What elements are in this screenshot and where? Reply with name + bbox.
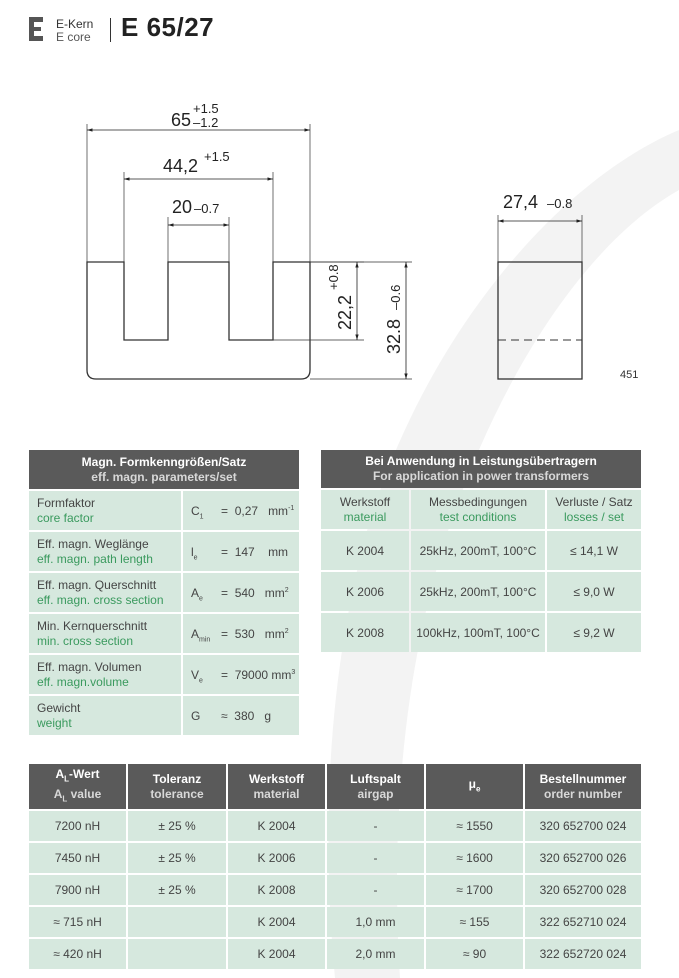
col-head-material: Werkstoff material (228, 764, 325, 809)
param-label-de: Eff. magn. Weglänge (37, 536, 149, 551)
ordering-table (27, 762, 643, 971)
table-row (29, 939, 641, 969)
core-type-de: E-Kern (56, 17, 94, 31)
col-head-losses: Verluste / Satz losses / set (547, 490, 641, 529)
col-head-order-number: Bestellnummer order number (525, 764, 641, 809)
cell-tolerance (128, 939, 226, 969)
dim-width-main-value: 65 (171, 110, 192, 130)
param-value: = 79000 $mm^3$ (221, 668, 296, 682)
app-table-header (321, 450, 641, 488)
param-table-header (29, 450, 299, 489)
table-row (321, 613, 641, 652)
cell-al: ≈ 420 nH (29, 939, 126, 969)
cell-tolerance: ± 25 % (128, 811, 226, 841)
col-head-al-value: $A_L$-Wert $A_L$ value (29, 764, 126, 809)
param-label-en: eff. magn. cross section (37, 592, 164, 607)
dim-depth-value: 27,4 (503, 192, 539, 212)
cell-mu: ≈ 90 (426, 939, 523, 969)
cell-material: K 2004 (228, 907, 325, 937)
param-header-de: Magn. Formkenngrößen/Satz (81, 454, 247, 469)
core-dimension-drawing (0, 0, 679, 440)
param-value: ≈ 380 g (221, 709, 271, 723)
table-row (29, 907, 641, 937)
page-title: E 65/27 (121, 12, 215, 42)
cell-order-number: 322 652720 024 (525, 939, 641, 969)
param-symbol: $C_1$ (191, 504, 204, 521)
cell-airgap: 2,0 mm (327, 939, 424, 969)
param-value: = 530 $mm^2$ (221, 627, 289, 641)
col-head-permeability: $\mu_e$ (426, 764, 523, 809)
dim-width-center-value: 20 (172, 197, 193, 217)
cell-material: K 2004 (228, 811, 325, 841)
cell-order-number: 320 652700 026 (525, 843, 641, 873)
cell-airgap: - (327, 875, 424, 905)
cell-material: K 2006 (228, 843, 325, 873)
cell-airgap: - (327, 843, 424, 873)
param-label-en: eff. magn. path length (37, 551, 153, 566)
core-side-view (498, 262, 582, 379)
table-row (29, 655, 299, 694)
param-value: = 540 $mm^2$ (221, 586, 289, 600)
cell-mu: ≈ 1600 (426, 843, 523, 873)
app-header-de: Bei Anwendung in Leistungsübertragern (365, 454, 597, 468)
param-value: = 0,27 $mm^{-1}$ (221, 504, 295, 518)
table-row (29, 875, 641, 905)
table-row (29, 843, 641, 873)
dim-width-main-tol-minus: –1.2 (193, 115, 219, 130)
cell-material: K 2004 (321, 531, 409, 570)
cell-material: K 2008 (321, 613, 409, 652)
cell-material: K 2004 (228, 939, 325, 969)
param-label-de: Formfaktor (37, 495, 96, 510)
cell-order-number: 320 652700 028 (525, 875, 641, 905)
cell-conditions: 25kHz, 200mT, 100°C (411, 572, 545, 611)
cell-tolerance: ± 25 % (128, 843, 226, 873)
order-header-row (29, 764, 641, 809)
power-transformer-table (319, 448, 643, 654)
param-symbol: $A_e$ (191, 586, 203, 603)
cell-material: K 2008 (228, 875, 325, 905)
param-header-en: eff. magn. parameters/set (91, 469, 237, 484)
table-row (29, 614, 299, 653)
dim-height-inner-tol: +0.8 (326, 264, 341, 290)
cell-al: 7200 nH (29, 811, 126, 841)
dim-height-inner-value: 22,2 (335, 294, 355, 330)
core-outline (87, 262, 310, 379)
param-label-en: min. cross section (37, 633, 134, 648)
col-head-conditions: Messbedingungen test conditions (411, 490, 545, 529)
table-row (321, 531, 641, 570)
app-header-en: For application in power transformers (372, 469, 590, 483)
dim-height-total-value: 32.8 (384, 318, 404, 354)
param-symbol: $A_{min}$ (191, 627, 211, 644)
table-row (29, 811, 641, 841)
param-label-en: eff. magn.volume (37, 674, 129, 689)
cell-airgap: 1,0 mm (327, 907, 424, 937)
param-value: = 147 mm (221, 545, 289, 559)
param-label-de: Gewicht (37, 700, 81, 715)
param-label-en: weight (37, 715, 72, 730)
param-label-de: Min. Kernquerschnitt (37, 618, 148, 633)
table-row (29, 532, 299, 571)
cell-tolerance (128, 907, 226, 937)
col-head-airgap: Luftspalt airgap (327, 764, 424, 809)
page-number: 451 (620, 369, 639, 381)
param-symbol: $V_e$ (191, 668, 203, 685)
param-label-de: Eff. magn. Querschnitt (37, 577, 157, 592)
cell-mu: ≈ 1700 (426, 875, 523, 905)
col-head-material: Werkstoff material (321, 490, 409, 529)
cell-al: 7900 nH (29, 875, 126, 905)
dim-width-center-tol: –0.7 (194, 201, 220, 216)
cell-mu: ≈ 155 (426, 907, 523, 937)
param-label-en: core factor (37, 510, 94, 525)
table-row (29, 696, 299, 735)
param-symbol: $l_e$ (191, 545, 198, 562)
cell-conditions: 100kHz, 100mT, 100°C (411, 613, 545, 652)
cell-order-number: 320 652700 024 (525, 811, 641, 841)
table-row (321, 572, 641, 611)
dim-width-inner-tol: +1.5 (204, 149, 230, 164)
cell-order-number: 322 652710 024 (525, 907, 641, 937)
param-symbol: G (191, 709, 201, 723)
dim-depth-tol: –0.8 (547, 196, 573, 211)
cell-conditions: 25kHz, 200mT, 100°C (411, 531, 545, 570)
col-head-tolerance: Toleranz tolerance (128, 764, 226, 809)
cell-losses: ≤ 9,0 W (547, 572, 641, 611)
magnetic-parameters-table (27, 448, 301, 737)
column-header-row (321, 490, 641, 529)
param-label-de: Eff. magn. Volumen (37, 659, 142, 674)
cell-mu: ≈ 1550 (426, 811, 523, 841)
dim-width-main-tol-plus: +1.5 (193, 101, 219, 116)
table-row (29, 573, 299, 612)
cell-losses: ≤ 9,2 W (547, 613, 641, 652)
core-type-en: E core (56, 30, 91, 44)
dim-width-inner-value: 44,2 (163, 156, 199, 176)
cell-al: ≈ 715 nH (29, 907, 126, 937)
cell-airgap: - (327, 811, 424, 841)
cell-tolerance: ± 25 % (128, 875, 226, 905)
cell-losses: ≤ 14,1 W (547, 531, 641, 570)
cell-material: K 2006 (321, 572, 409, 611)
cell-al: 7450 nH (29, 843, 126, 873)
dim-height-total-tol: –0.6 (388, 284, 403, 310)
table-row (29, 491, 299, 530)
